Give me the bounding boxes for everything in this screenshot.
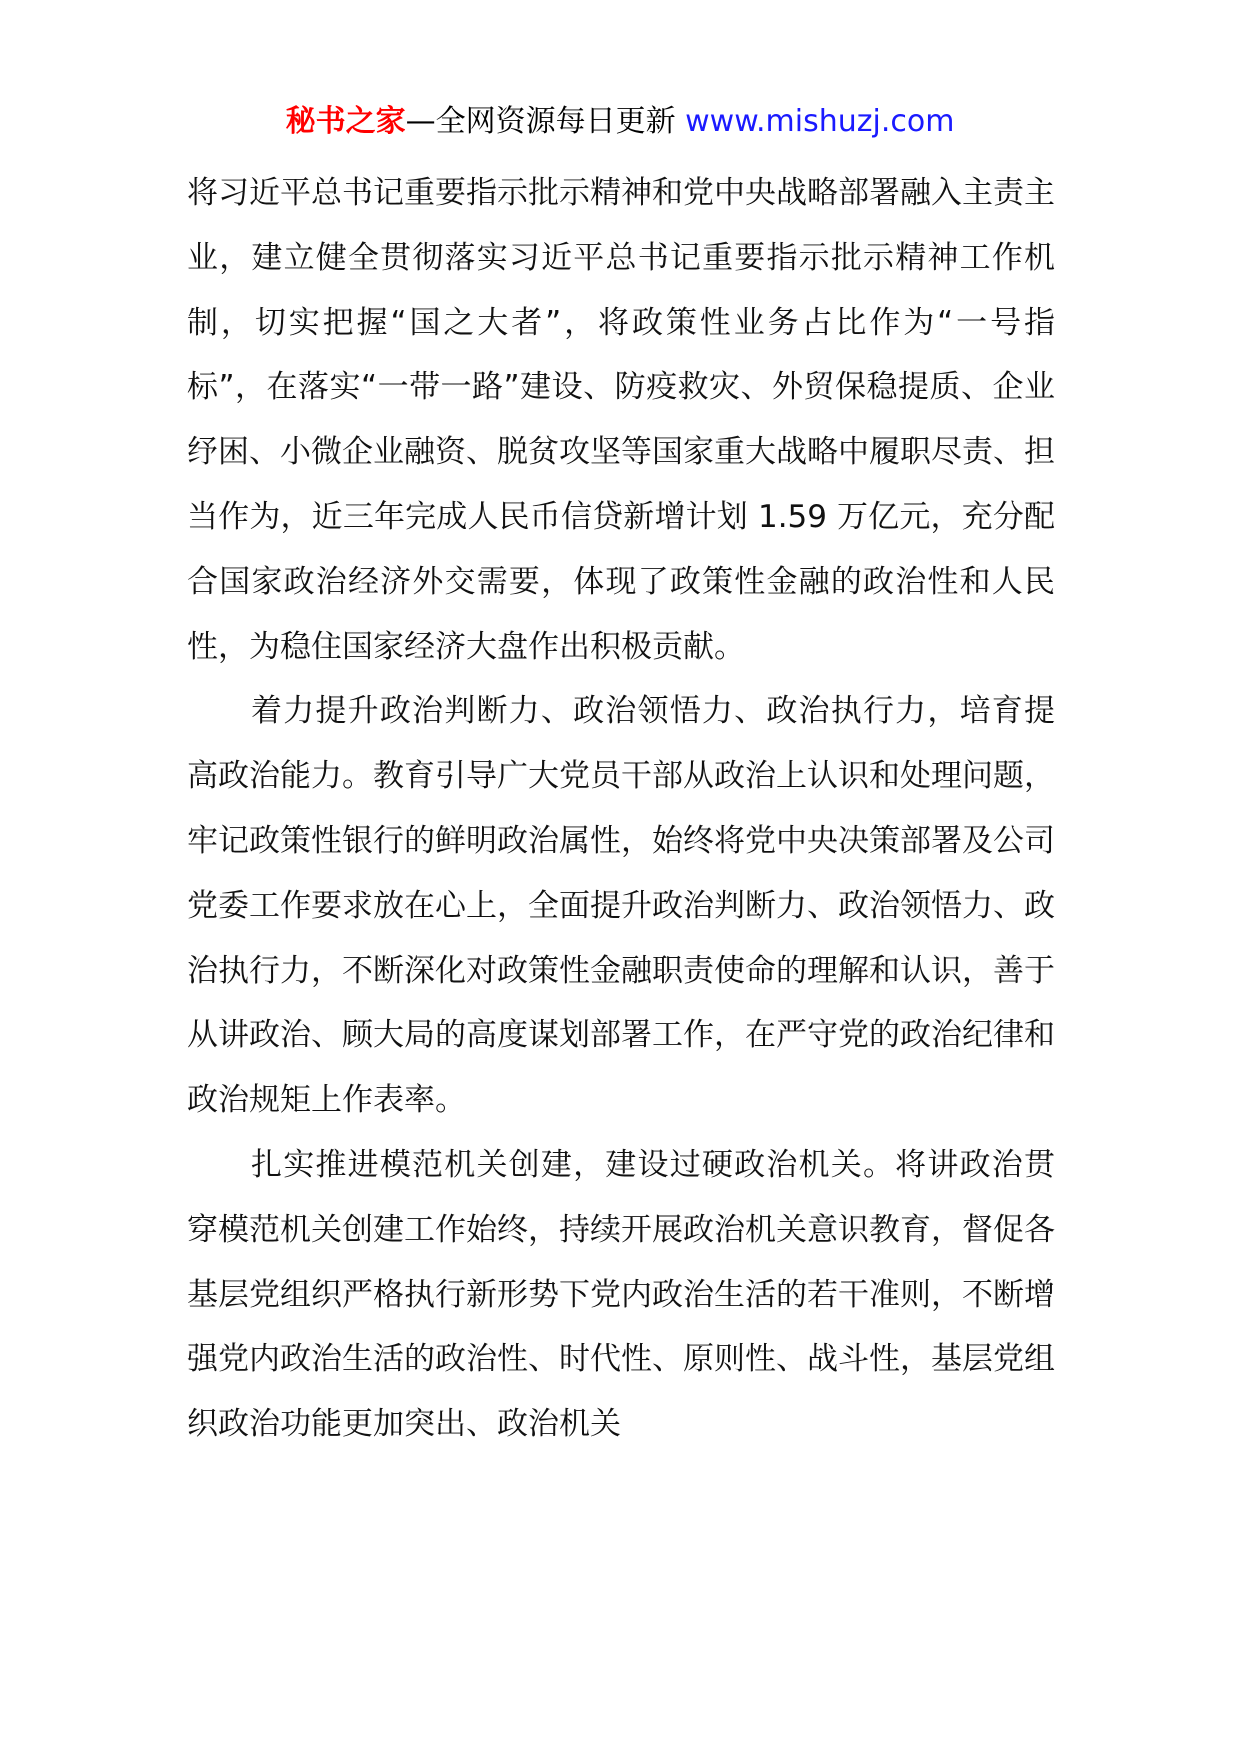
paragraph-3: 扎实推进模范机关创建，建设过硬政治机关。将讲政治贯穿模范机关创建工作始终，持续开展政治机关意识教育，督促各基层党组织严格执行新形势下党内政治生活的若干准则，不断增强党内政治生活的政治性、时代性、原则性、战斗性，基层党组织政治功能更加突出、政治机关 xyxy=(187,1146,1055,1443)
header-slogan: —全网资源每日更新 xyxy=(405,104,676,139)
document-body xyxy=(187,161,1055,1457)
header-url-link[interactable]: www.mishuzj.com xyxy=(685,104,955,139)
paragraph-1: 将习近平总书记重要指示批示精神和党中央战略部署融入主责主业，建立健全贯彻落实习近平总书记重要指示批示精神工作机制，切实把握“国之大者”，将政策性业务占比作为“一号指标”，在落实“一带一路”建设、防疫救灾、外贸保稳提质、企业纾困、小微企业融资、脱贫攻坚等国家重大战略中履职尽责、担当作为，近三年完成人民币信贷新增计划 1.59 万亿元，充分配合国家政治经济外交需要，体现了政策性金融的政治性和人民性，为稳住国家经济大盘作出积极贡献。 xyxy=(187,175,1055,665)
page-header xyxy=(0,100,1240,144)
header-brand: 秘书之家 xyxy=(285,104,406,139)
paragraph-2: 着力提升政治判断力、政治领悟力、政治执行力，培育提高政治能力。教育引导广大党员干部从政治上认识和处理问题，牢记政策性银行的鲜明政治属性，始终将党中央决策部署及公司党委工作要求放在心上，全面提升政治判断力、政治领悟力、政治执行力，不断深化对政策性金融职责使命的理解和认识，善于从讲政治、顾大局的高度谋划部署工作，在严守党的政治纪律和政治规矩上作表率。 xyxy=(187,693,1055,1119)
